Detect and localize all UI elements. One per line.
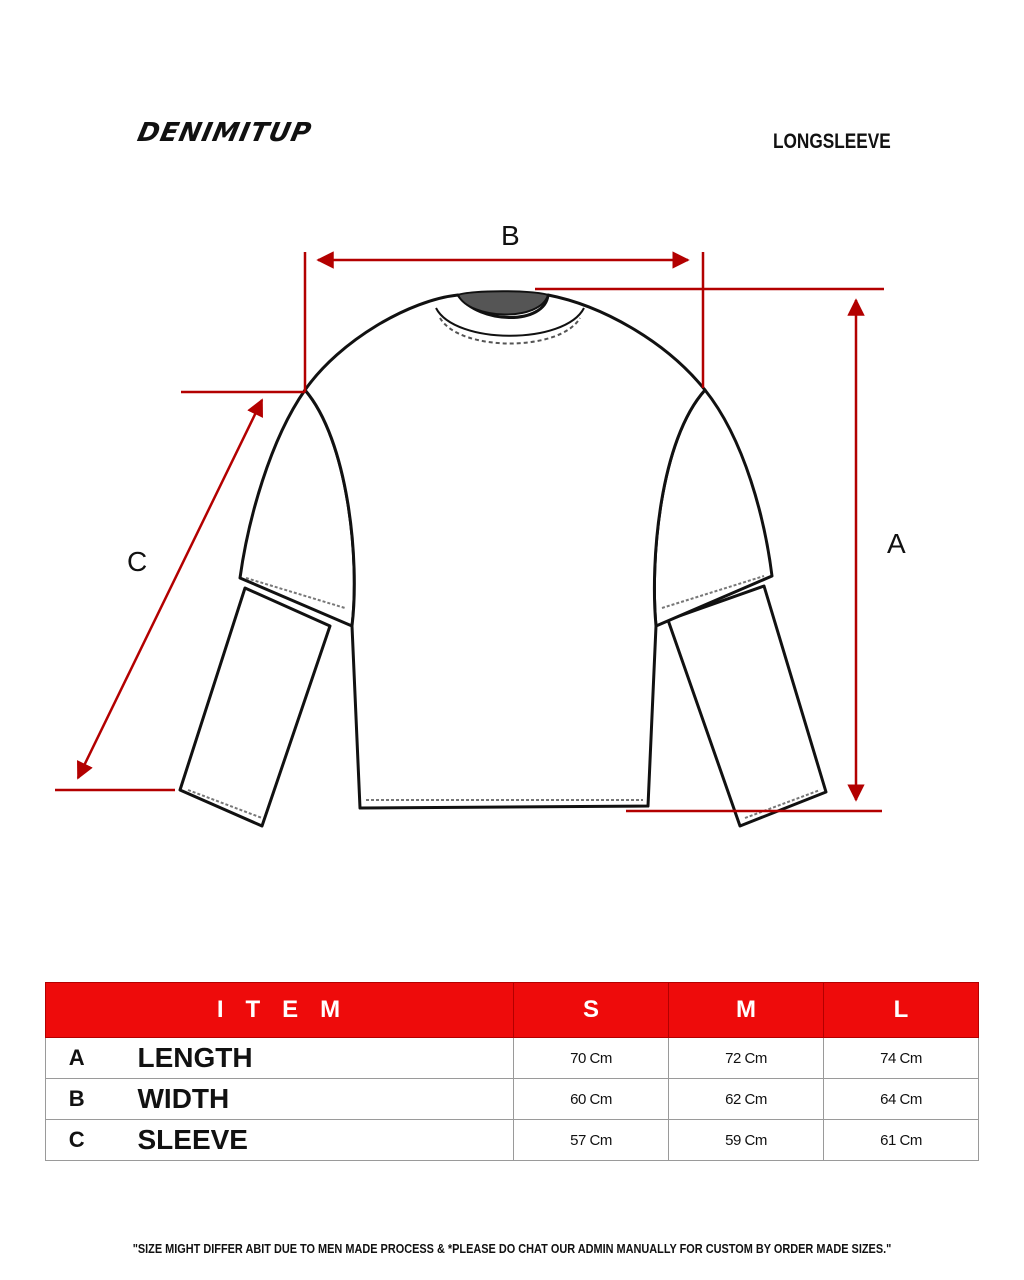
value-cell: 59 Cm [669, 1120, 824, 1161]
value-cell: 61 Cm [824, 1120, 979, 1161]
row-code: C [46, 1120, 108, 1161]
row-code: A [46, 1038, 108, 1079]
size-header-l: L [824, 983, 979, 1038]
size-header-s: S [514, 983, 669, 1038]
row-code: B [46, 1079, 108, 1120]
value-cell: 57 Cm [514, 1120, 669, 1161]
item-column-header: ITEM [46, 983, 514, 1038]
value-cell: 64 Cm [824, 1079, 979, 1120]
value-cell: 60 Cm [514, 1079, 669, 1120]
table-row [46, 1038, 979, 1079]
brand-logo: DENIMITUP [134, 118, 315, 148]
value-cell: 70 Cm [514, 1038, 669, 1079]
left-long-sleeve [180, 588, 330, 826]
dimension-label-a: A [887, 528, 906, 559]
right-long-sleeve [668, 586, 826, 826]
table-row [46, 1079, 979, 1120]
value-cell: 74 Cm [824, 1038, 979, 1079]
size-header-m: M [669, 983, 824, 1038]
dimension-label-b: B [501, 220, 520, 251]
value-cell: 72 Cm [669, 1038, 824, 1079]
row-name: SLEEVE [108, 1120, 514, 1161]
value-cell: 62 Cm [669, 1079, 824, 1120]
size-chart-header-row [46, 983, 979, 1038]
shirt-outline [180, 295, 826, 826]
product-type-title: LONGSLEEVE [773, 130, 891, 153]
table-row [46, 1120, 979, 1161]
row-name: WIDTH [108, 1079, 514, 1120]
shirt-body [305, 295, 705, 808]
dimension-label-c: C [127, 546, 148, 577]
row-name: LENGTH [108, 1038, 514, 1079]
size-chart-table [45, 982, 979, 1161]
disclaimer-footnote: "SIZE MIGHT DIFFER ABIT DUE TO MEN MADE PROCESS & *PLEASE DO CHAT OUR ADMIN MANUALLY FOR CUSTOM BY ORDER MADE SIZES." [132, 1241, 892, 1256]
